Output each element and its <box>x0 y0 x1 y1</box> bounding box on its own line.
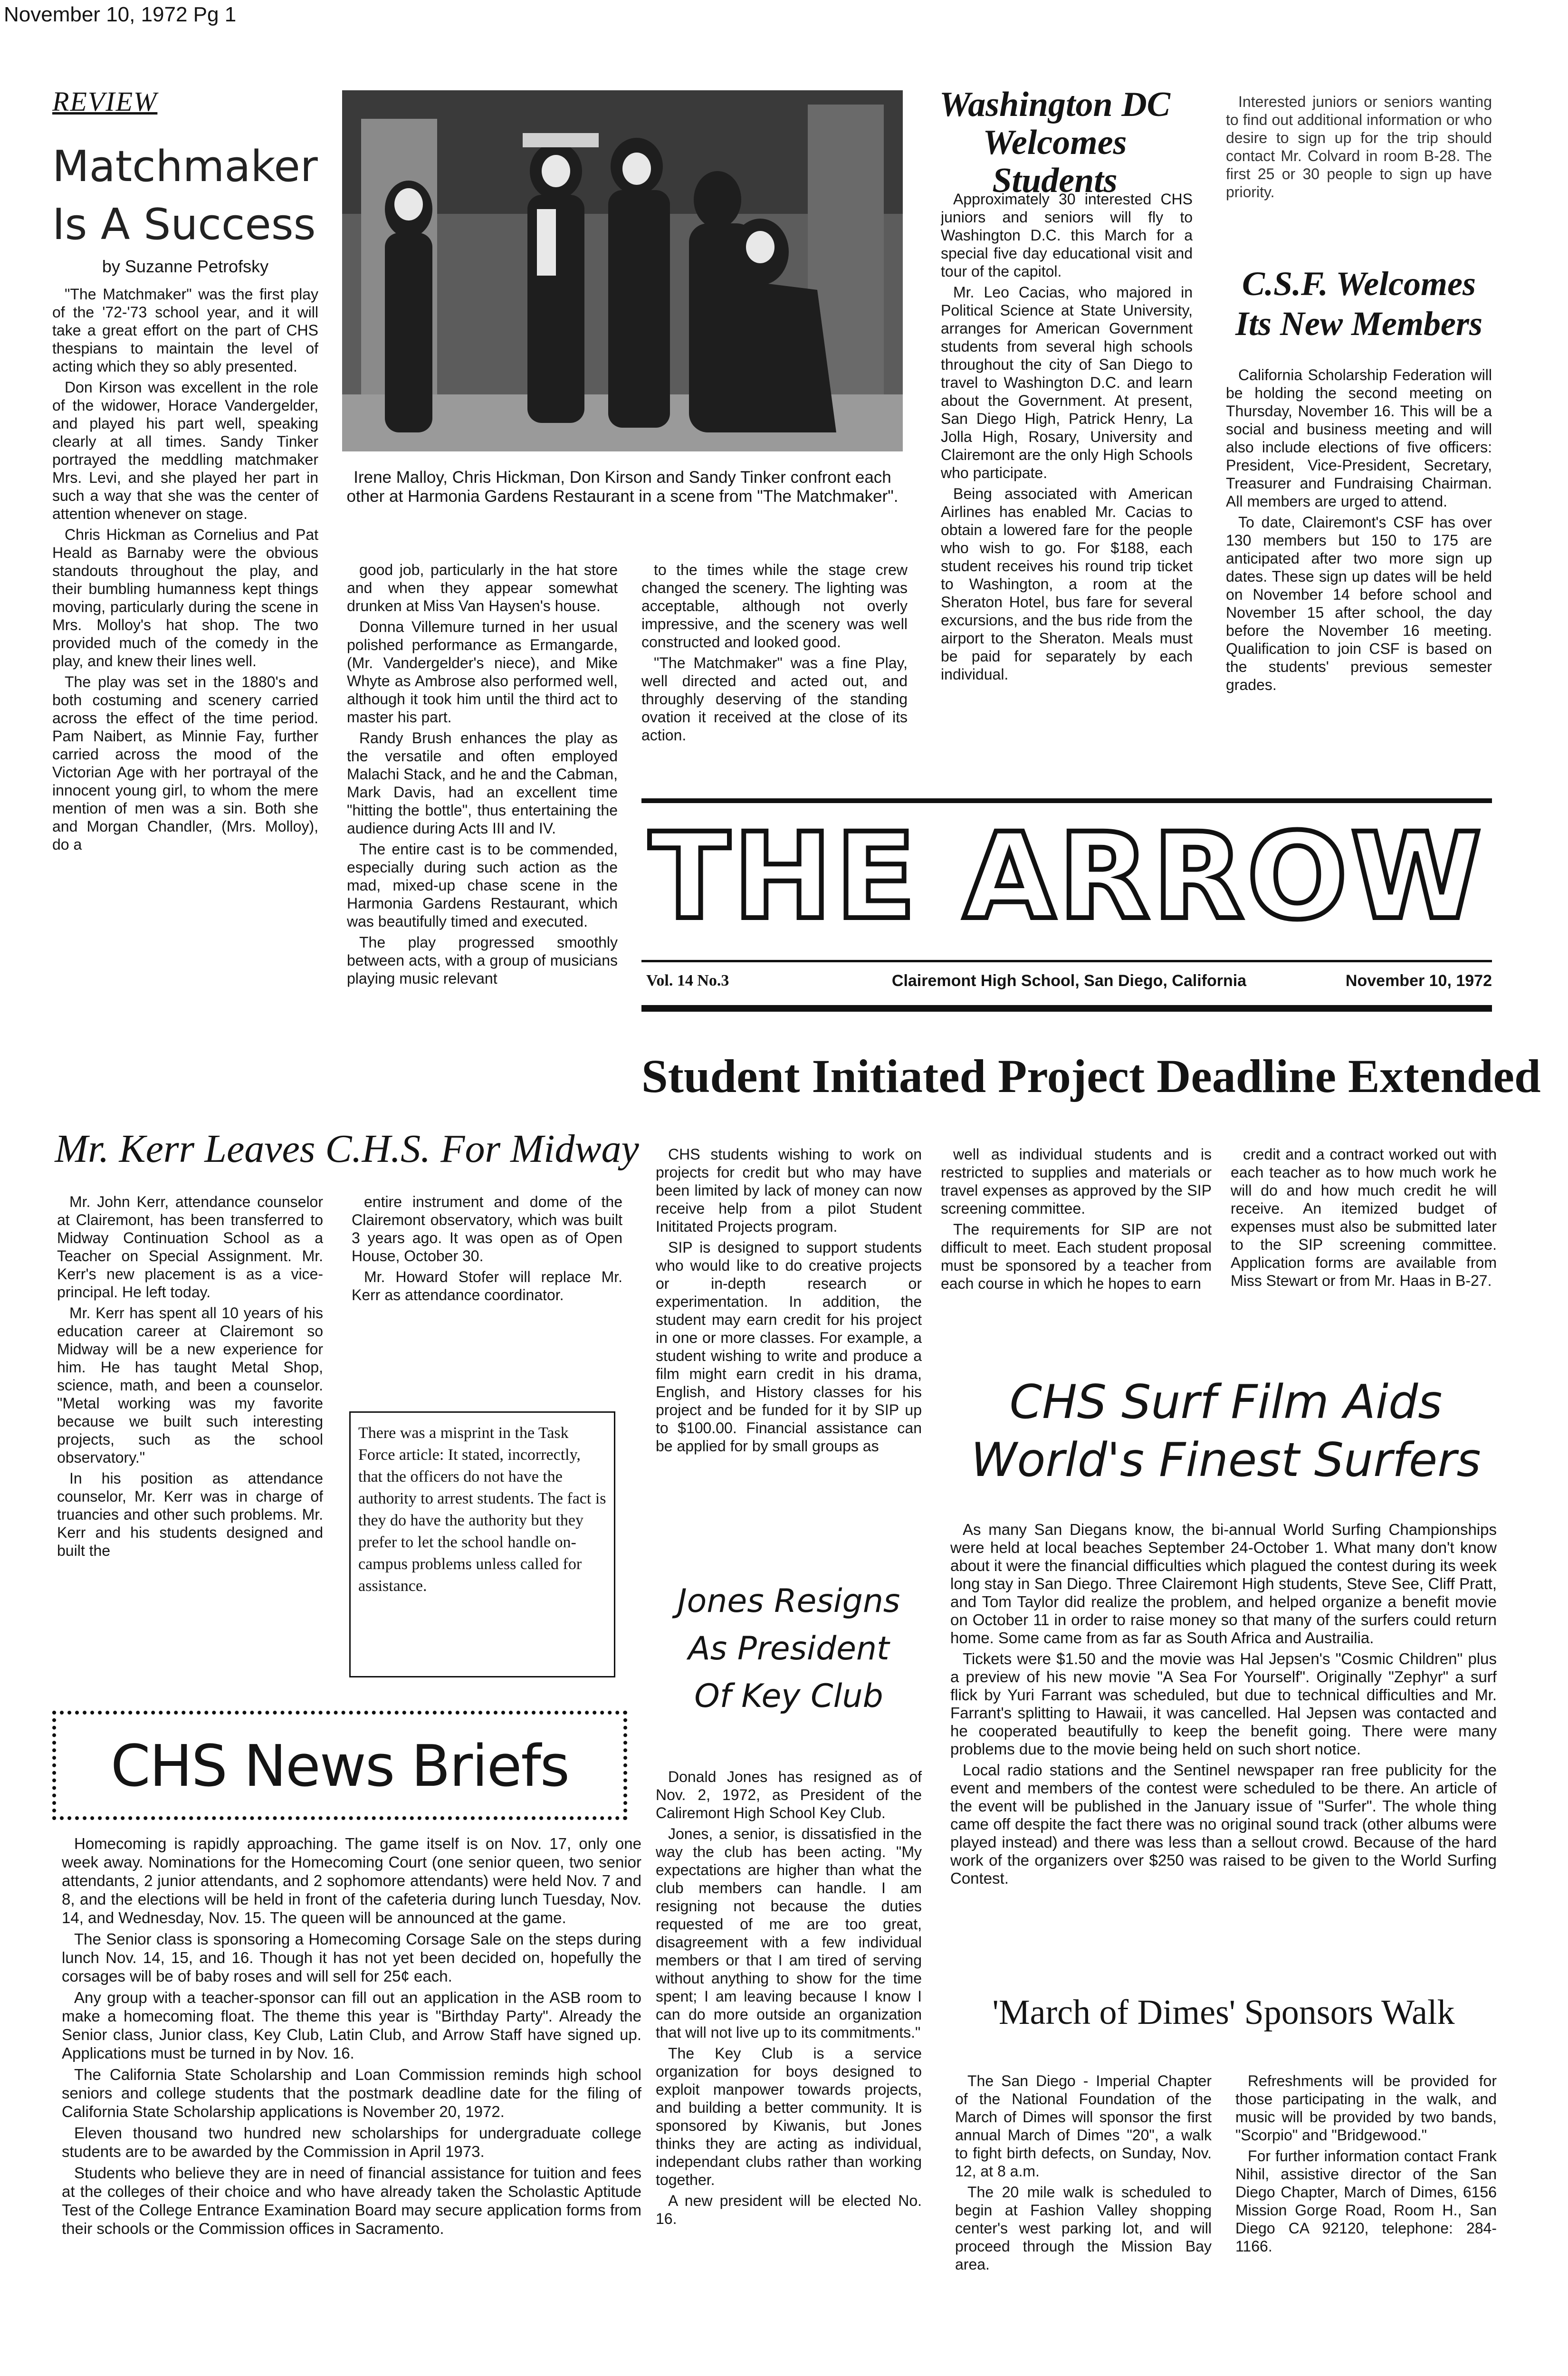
washington-title-line2: Welcomes Students <box>983 123 1127 200</box>
review-title-line1: Matchmaker <box>52 142 318 192</box>
review-col2-p5: The play progressed smoothly between acts, with a group of musicians playing music relevant <box>347 934 618 987</box>
briefs-p3: Any group with a teacher-sponsor can fill out an application in the ASB room to make a homecoming float. The theme this year is "Birthday Party". Already the Senior class, Junior class, Key Club, Latin Club, and Arrow Staff have signed up. Applications must be turned in by Nov. 16. <box>62 1989 641 2062</box>
jones-title-line3: Of Key Club <box>694 1677 883 1715</box>
briefs-p1: Homecoming is rapidly approaching. The game itself is on Nov. 17, only one week away. Nominations for the Homecoming Court (one senior queen, two senior attendants, 2 junior attendants, and 2 sophomore attendants) were held Nov. 7 and 8, and the elections will be held in front of the cafeteria during lunch Tuesday, Nov. 14, and Wednesday, Nov. 15. The queen will be announced at the game. <box>62 1835 641 1926</box>
review-col1 <box>52 285 318 1098</box>
kerr-col1-p3: In his position as attendance counselor, Mr. Kerr was in charge of truancies and other such problems. Mr. Kerr and his students designed and built the <box>57 1470 323 1559</box>
jones-p4: A new president will be elected No. 16. <box>656 2192 922 2227</box>
masthead-rule-top <box>641 798 1492 803</box>
kerr-col1-p2: Mr. Kerr has spent all 10 years of his education career at Clairemont so Midway will be a new experience for him. He has taught Metal Shop, science, math, and been a counselor. "Metal working was my favorite because we built such interesting projects, such as the school observatory." <box>57 1304 323 1466</box>
matchmaker-photo <box>342 90 903 451</box>
washington-col1-p3: Being associated with American Airlines has enabled Mr. Cacias to obtain a lowered fare for the people who wish to go. For $188, each student receives his round trip ticket to Washington, a room at the Sheraton Hotel, bus fare for several excursions, and the bus ride from the airport to the Sheraton. Meals must be paid for separately by each individual. <box>941 485 1193 683</box>
jones-body <box>656 1768 922 2376</box>
dimes-headline: 'March of Dimes' Sponsors Walk <box>992 1993 1455 2032</box>
news-briefs-headline: CHS News Briefs <box>110 1734 569 1800</box>
jones-p2: Jones, a senior, is dissatisfied in the way the club has been acting. "My expectations are higher than what the club members can handle. I am resigning not because the duties requested of me are too great, disagreement with a few individual members or that I am tired of serving without anything to show for the time spent; I am leaving because I know I can do more outside an organization that will not live up to its commitments." <box>656 1825 922 2041</box>
dimes-col1 <box>955 2072 1212 2376</box>
dimes-col2 <box>1235 2072 1497 2376</box>
dimes-col1-p1: The San Diego - Imperial Chapter of the National Foundation of the March of Dimes will sponsor the first annual March of Dimes "20", a walk to fight birth defects, on Sunday, Nov. 12, at 8 a.m. <box>955 2072 1212 2180</box>
kerr-col2 <box>352 1193 622 1397</box>
surf-p2: Tickets were $1.50 and the movie was Hal Jepsen's "Cosmic Children" plus a preview of his new movie "A Sea For Yourself". Originally "Zephyr" a surf flick by Yuri Farrant was scheduled, but due to technical difficulties and Mr. Farrant's splitting to Hawaii, it was cancelled. Hal Jepsen was contacted and he cooperated beautifully to keep the benefit going. There were many problems due to the movie being held on such short notice. <box>950 1650 1497 1758</box>
news-briefs-title-box <box>52 1711 627 1820</box>
page-header: November 10, 1972 Pg 1 <box>4 3 237 26</box>
review-byline: by Suzanne Petrofsky <box>102 257 269 276</box>
surf-p3: Local radio stations and the Sentinel newspaper ran free publicity for the event and members of the contest were scheduled to be there. An article of the event will be published in the January issue of "Surfer". The whole thing came off despite the fact there was no original sound track (other albums were played instead) and there was less than a sellout crowd. Because of the hard work of the organizers over $250 was raised to be given to the World Surfing Contest. <box>950 1761 1497 1887</box>
csf-title-line1: C.S.F. Welcomes <box>1242 265 1476 303</box>
washington-col1-p2: Mr. Leo Cacias, who majored in Political Science at State University, arranges for American Government students from several high schools throughout the city of San Diego to travel to Washington D.C. and learn about the Government. At present, San Diego High, Patrick Henry, La Jolla High, Rosary, University and Clairemont are the only High Schools who participate. <box>941 284 1193 481</box>
sip-col1 <box>656 1145 922 1587</box>
sip-headline: Student Initiated Project Deadline Extended <box>641 1050 1541 1102</box>
photo-caption: Irene Malloy, Chris Hickman, Don Kirson and Sandy Tinker confront each other at Harmonia Gardens Restaurant in a scene from "The Matchmaker". <box>346 468 899 506</box>
sip-col1-p2: SIP is designed to support students who would like to do creative projects or in-depth research or experimentation. In addition, the student may earn credit for his project in one or more classes. For example, a student wishing to write and produce a film might earn credit in his drama, English, and History classes for his project and be funded for it by SIP up to $100.00. Financial assistance can be applied for by small groups as <box>656 1239 922 1455</box>
masthead-rule-mid <box>641 960 1492 962</box>
washington-headline <box>927 86 1183 200</box>
jones-p3: The Key Club is a service organization for boys designed to exploit manpower towards projects, and building a better community. It is sponsored by Kiwanis, but Jones thinks they are acting as individual, independant clubs rather than working together. <box>656 2045 922 2188</box>
washington-col1 <box>941 190 1193 784</box>
sip-col3-p1: credit and a contract worked out with each teacher as to how much work he will do and how much credit he will receive. An itemized budget of expenses must also be submitted later to the SIP screening committee. Application forms are available from Miss Stewart or from Mr. Haas in B-27. <box>1231 1146 1497 1289</box>
csf-p1: California Scholarship Federation will be holding the second meeting on Thursday, November 16. This will be a social and business meeting and will also include elections of five officers: President, Vice-President, Secretary, Treasurer and Fundraising Chairman. All members are urged to attend. <box>1226 366 1492 510</box>
briefs-p2: The Senior class is sponsoring a Homecoming Corsage Sale on the steps during lunch Nov. 14, 15, and 16. Though it has not yet been decided on, hopefully the corsages will be of baby roses and will sell for 25¢ each. <box>62 1930 641 1985</box>
review-col1-p2: Don Kirson was excellent in the role of the widower, Horace Vandergelder, and played his part well, speaking clearly at all times. Sandy Tinker portrayed the meddling matchmaker Mrs. Levi, and she played her part in such a way that she was the center of attention whenever on stage. <box>52 379 318 522</box>
review-col2-p3: Randy Brush enhances the play as the versatile and often employed Malachi Stack, and he and the Cabman, Mark Davis, had an excellent time "hitting the bottle", thus entertaining the audience during Acts III and IV. <box>347 729 618 837</box>
review-col3-p1: to the times while the stage crew changed the scenery. The lighting was acceptable, although not overly impressive, and the scenery was well constructed and looked good. <box>641 561 908 651</box>
surf-title-line2: World's Finest Surfers <box>971 1433 1481 1487</box>
sip-col3 <box>1231 1145 1497 1350</box>
review-col3 <box>641 561 908 784</box>
washington-title-line1: Washington DC <box>939 85 1170 124</box>
masthead-title: THE ARROW <box>649 807 1485 946</box>
dimes-col2-p2: For further information contact Frank Nihil, assistive director of the San Diego Chapter, March of Dimes, 6156 Mission Gorge Road, Room H., San Diego CA 92120, telephone: 284-1166. <box>1235 2147 1497 2255</box>
surf-body <box>950 1521 1497 1958</box>
masthead-school: Clairemont High School, San Diego, California <box>891 972 1247 990</box>
jones-title-line1: Jones Resigns <box>677 1582 900 1620</box>
csf-body <box>1226 366 1492 784</box>
kerr-col2-p2: Mr. Howard Stofer will replace Mr. Kerr as attendance coordinator. <box>352 1268 622 1303</box>
sip-col1-p1: CHS students wishing to work on projects for credit but who may have been limited by lack of money can now receive help from a pilot Student Inititated Projects program. <box>656 1146 922 1235</box>
washington-col2-p1: Interested juniors or seniors wanting to find out additional information or who desire to sign up for the trip should contact Mr. Colvard in room B-28. The first 25 or 30 people to sign up have priority. <box>1226 93 1492 201</box>
sip-col2-p2: The requirements for SIP are not difficult to meet. Each student proposal must be sponsored by a teacher from each course in which he hopes to earn <box>941 1221 1212 1292</box>
kerr-col1 <box>57 1193 323 1682</box>
review-title-line2: Is A Success <box>52 200 316 249</box>
kerr-headline: Mr. Kerr Leaves C.H.S. For Midway <box>55 1127 639 1171</box>
washington-col2 <box>1226 93 1492 235</box>
csf-headline <box>1216 264 1501 344</box>
dimes-col1-p2: The 20 mile walk is scheduled to begin at Fashion Valley shopping center's west parking lot, and will proceed through the Mission Bay area. <box>955 2184 1212 2273</box>
jones-p1: Donald Jones has resigned as of Nov. 2, 1972, as President of the Caliremont High School Key Club. <box>656 1768 922 1821</box>
review-col1-p4: The play was set in the 1880's and both costuming and scenery carried across the effect of the time period. Pam Naibert, as Minnie Fay, further carried across the mood of the Victorian Age with her portrayal of the innocent young girl, to whom the mere mention of men was a sin. Both she and Morgan Chandler, (Mrs. Molloy), do a <box>52 673 318 853</box>
surf-headline <box>950 1373 1501 1489</box>
review-col3-p2: "The Matchmaker" was a fine Play, well directed and acted out, and throughly deserving of the standing ovation it received at the close of its action. <box>641 654 908 744</box>
masthead-volume: Vol. 14 No.3 <box>646 972 729 989</box>
misprint-text: There was a misprint in the Task Force article: It stated, incorrectly, that the officers do not have the authority to arrest students. The fact is they do have the authority but they prefer to let the school handle on-campus problems unless called for assistance. <box>358 1424 606 1595</box>
review-headline <box>52 138 318 254</box>
jones-title-line2: As President <box>688 1630 889 1667</box>
review-col1-p3: Chris Hickman as Cornelius and Pat Heald as Barnaby were the obvious standouts throughout the play, and their bumbling humanness kept things moving, particularly during the scene in Mrs. Molloy's hat shop. The two provided much of the comedy in the play, and knew their lines well. <box>52 526 318 670</box>
matchmaker-photo-figures <box>342 90 903 451</box>
review-col1-p1: "The Matchmaker" was the first play of the '72-'73 school year, and it will take a great effort on the part of CHS thespians to maintain the level of acting which they so ably presented. <box>52 286 318 375</box>
dimes-col2-p1: Refreshments will be provided for those participating in the walk, and music will be provided by two bands, "Scorpio" and "Bridgewood." <box>1235 2072 1497 2144</box>
review-col2 <box>347 561 618 1098</box>
surf-p1: As many San Diegans know, the bi-annual World Surfing Championships were held at local beaches September 24-October 1. What many don't know about it were the financial difficulties which plagued the contest during its week long stay in San Diego. Three Clairemont High students, Steve See, Cliff Pratt, and Tom Taylor did realize the problem, and helped organize a benefit movie on October 11 in order to raise money so that many of the surfers could return home. Some came from as far as South Africa and Austrailia. <box>950 1521 1497 1647</box>
sip-col2-p1: well as individual students and is restricted to supplies and materials or travel expenses as approved by the SIP screening committee. <box>941 1146 1212 1217</box>
review-col2-p4: The entire cast is to be commended, especially during such action as the mad, mixed-up chase scene in the Harmonia Gardens Restaurant, which was beautifully timed and executed. <box>347 841 618 930</box>
briefs-p5: Eleven thousand two hundred new scholarships for undergraduate college students are to be awarded by the Commission in April 1973. <box>62 2124 641 2160</box>
csf-p2: To date, Clairemont's CSF has over 130 members but 150 to 175 are anticipated after two more sign up dates. These sign up dates will be held on November 14 before school and November 15 after school, the day before the November 16 meeting. Qualification to join CSF is based on the students' previous semester grades. <box>1226 514 1492 693</box>
review-col2-p2: Donna Villemure turned in her usual polished performance as Ermangarde, (Mr. Vandergelder's niece), and Mike Whyte as Ambrose also performed well, although it took him until the third act to master his part. <box>347 618 618 726</box>
review-kicker: REVIEW <box>52 86 158 117</box>
kerr-col1-p1: Mr. John Kerr, attendance counselor at Clairemont, has been transferred to Midway Continuation School as a Teacher on Special Assignment. Mr. Kerr's new placement is as a vice-principal. He left today. <box>57 1193 323 1301</box>
csf-title-line2: Its New Members <box>1235 305 1482 343</box>
misprint-notice <box>349 1411 615 1677</box>
masthead-rule-bottom <box>641 1005 1492 1012</box>
masthead-date: November 10, 1972 <box>1345 972 1492 990</box>
kerr-col2-p1: entire instrument and dome of the Clairemont observatory, which was built 3 years ago. It was open as of Open House, October 30. <box>352 1193 622 1265</box>
briefs-p4: The California State Scholarship and Loan Commission reminds high school seniors and college students that the postmark deadline date for the filing of California State Scholarship applications is November 20, 1972. <box>62 2066 641 2120</box>
surf-title-line1: CHS Surf Film Aids <box>1009 1375 1443 1429</box>
washington-col1-p1: Approximately 30 interested CHS juniors and seniors will fly to Washington D.C. this March for a special five day educational visit and tour of the capitol. <box>941 191 1193 280</box>
review-col2-p1: good job, particularly in the hat store and when they appear somewhat drunken at Miss Van Haysen's house. <box>347 561 618 614</box>
briefs-p6: Students who believe they are in need of financial assistance for tuition and fees at the colleges of their choice and who have already taken the Scholastic Aptitude Test of the College Entrance Examination Board may secure application forms from their schools or the Commission offices in Sacramento. <box>62 2164 641 2237</box>
news-briefs-body <box>62 1834 641 2376</box>
jones-headline <box>651 1578 927 1720</box>
sip-col2 <box>941 1145 1212 1350</box>
